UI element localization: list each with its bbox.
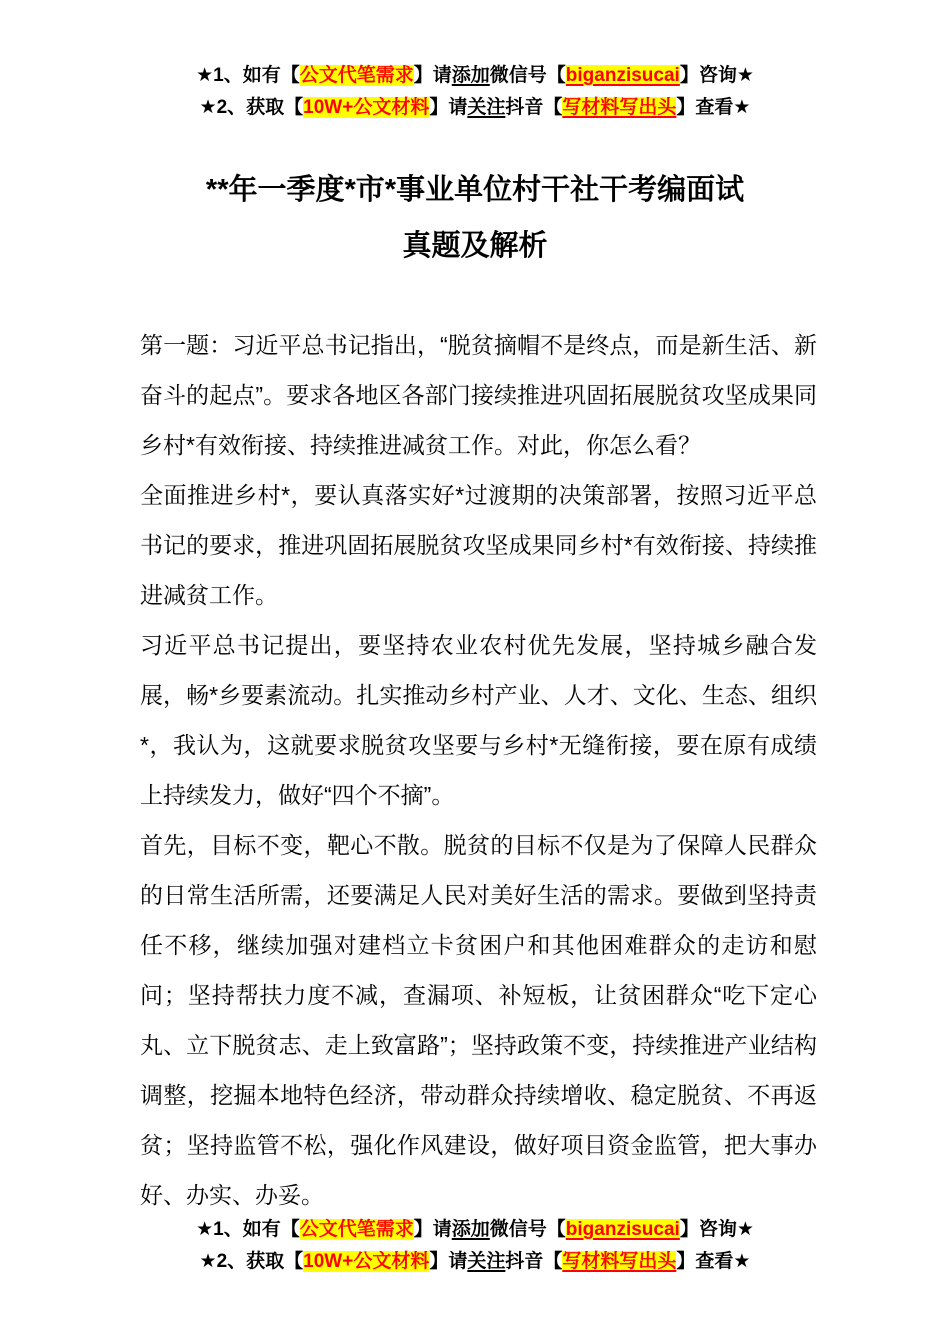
promo-underline-follow: 关注 bbox=[467, 97, 506, 118]
promo-footer-line-1 bbox=[0, 1214, 950, 1246]
page-title-line-2: 真题及解析 bbox=[402, 230, 548, 262]
promo-highlight-material: 10W+公文材料 bbox=[303, 1251, 430, 1272]
paragraph-answer-point-1: 首先，目标不变，靶心不散。脱贫的目标不仅是为了保障人民群众的日常生活所需，还要满足人民对美好生活的需求。要做到坚持责任不移，继续加强对建档立卡贫困户和其他困难群众的走访和慰问；坚持帮扶力度不减，查漏项、补短板，让贫困群众“吃下定心丸、立下脱贫志、走上致富路”；坚持政策不变，持续推进产业结构调整，挖掘本地特色经济，带动群众持续增收、稳定脱贫、不再返贫；坚持监管不松，强化作风建设，做好项目资金监管，把大事办好、办实、办妥。 bbox=[140, 832, 817, 1208]
promo-douyin-id: 写材料写出头 bbox=[562, 97, 677, 118]
promo-mid: 抖音【 bbox=[505, 97, 563, 118]
promo-header-line-1 bbox=[0, 60, 950, 92]
promo-mid: 微信号【 bbox=[489, 1219, 566, 1240]
promo-suffix: 】查看★ bbox=[676, 1251, 751, 1272]
promo-underline-follow: 关注 bbox=[467, 1251, 506, 1272]
promo-footer bbox=[0, 1214, 950, 1278]
promo-prefix: ★2、获取【 bbox=[199, 97, 304, 118]
promo-highlight-material: 10W+公文材料 bbox=[303, 97, 430, 118]
promo-highlight-service: 公文代笔需求 bbox=[299, 1219, 414, 1240]
promo-mid: 抖音【 bbox=[505, 1251, 563, 1272]
promo-suffix: 】咨询★ bbox=[679, 1219, 754, 1240]
document-body bbox=[140, 320, 817, 1220]
promo-suffix: 】咨询★ bbox=[679, 65, 754, 86]
page-title bbox=[0, 162, 950, 274]
paragraph-answer-analysis: 习近平总书记提出，要坚持农业农村优先发展，坚持城乡融合发展，畅*乡要素流动。扎实推动乡村产业、人才、文化、生态、组织*，我认为，这就要求脱贫攻坚要与乡村*无缝衔接，要在原有成绩上持续发力，做好“四个不摘”。 bbox=[140, 632, 817, 808]
promo-prefix: ★1、如有【 bbox=[196, 65, 300, 86]
promo-wechat-id: biganzisucai bbox=[565, 1219, 680, 1240]
promo-suffix: 】查看★ bbox=[676, 97, 751, 118]
promo-prefix: ★1、如有【 bbox=[196, 1219, 300, 1240]
paragraph-answer-intro: 全面推进乡村*，要认真落实好*过渡期的决策部署，按照习近平总书记的要求，推进巩固拓展脱贫攻坚成果同乡村*有效衔接、持续推进减贫工作。 bbox=[140, 482, 817, 608]
promo-underline-add: 添加 bbox=[451, 65, 490, 86]
promo-mid: 微信号【 bbox=[489, 65, 566, 86]
promo-mid: 】请 bbox=[413, 65, 452, 86]
promo-mid: 】请 bbox=[429, 97, 468, 118]
page-title-line-1: **年一季度*市*事业单位村干社干考编面试 bbox=[205, 174, 745, 206]
promo-footer-line-2 bbox=[0, 1246, 950, 1278]
promo-header bbox=[0, 60, 950, 124]
promo-underline-add: 添加 bbox=[451, 1219, 490, 1240]
paragraph-question-1: 第一题：习近平总书记指出，“脱贫摘帽不是终点，而是新生活、新奋斗的起点”。要求各地区各部门接续推进巩固拓展脱贫攻坚成果同乡村*有效衔接、持续推进减贫工作。对此，你怎么看？ bbox=[140, 332, 817, 458]
promo-mid: 】请 bbox=[429, 1251, 468, 1272]
promo-mid: 】请 bbox=[413, 1219, 452, 1240]
promo-header-line-2 bbox=[0, 92, 950, 124]
promo-douyin-id: 写材料写出头 bbox=[562, 1251, 677, 1272]
promo-highlight-service: 公文代笔需求 bbox=[299, 65, 414, 86]
promo-prefix: ★2、获取【 bbox=[199, 1251, 304, 1272]
promo-wechat-id: biganzisucai bbox=[565, 65, 680, 86]
